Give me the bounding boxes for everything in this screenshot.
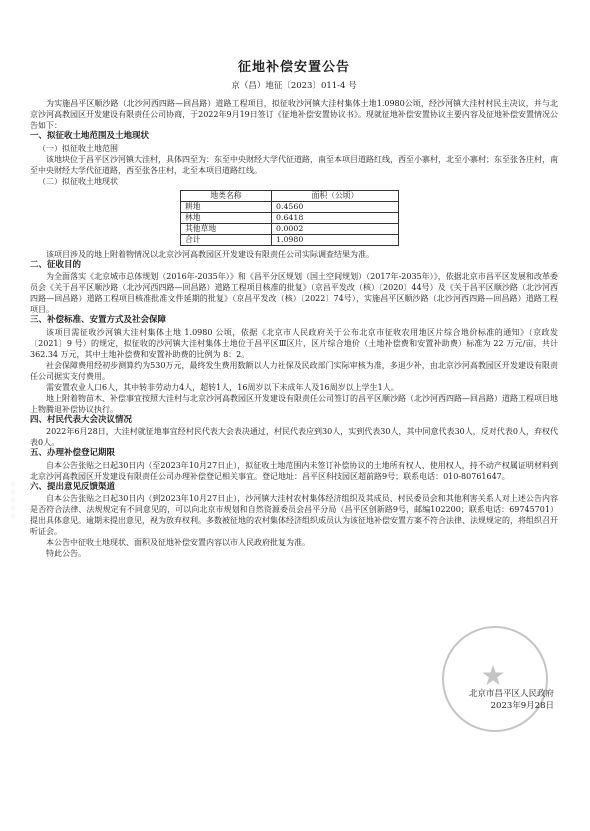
section-1-sub-2: （二）拟征收土地现状 (38, 176, 118, 186)
page-title: 征地补偿安置公告 (237, 60, 350, 75)
table-cell: 0.4560 (272, 201, 399, 212)
section-3-paragraph-3: 需安置农业人口6人，其中转非劳动力4人，超转1人，16周岁以下未成年人及16周岁以上学生1人。 (46, 382, 399, 392)
document-number: 京（昌）地征〔2023〕011-4 号 (231, 81, 357, 91)
table-header-row (181, 190, 399, 201)
table-cell: 其他草地 (181, 223, 272, 234)
table-header: 面积（公顷） (272, 190, 399, 201)
closing-line: 特此公告。 (46, 549, 86, 558)
section-1-scope: 该地块位于昌平区沙河镇大洼村，具体四至为：东至中央财经大学代征道路，南至本项目道路红线，西至小寨村，北至小寨村；东至张各庄村，南至中央财经大学代征道路，西至张各庄村，北至本项目道路红线。 (30, 154, 558, 175)
table-row (181, 201, 399, 212)
table-row (181, 212, 399, 223)
table-cell: 林地 (181, 212, 272, 223)
table-row (181, 223, 399, 234)
section-3-heading: 三、补偿标准、安置方式及社会保障 (30, 315, 167, 325)
issuing-authority: 北京市昌平区人民政府 (468, 689, 554, 699)
table-cell: 耕地 (181, 201, 272, 212)
seal-star-icon: ★ (480, 659, 506, 692)
section-1-note: 该项目涉及的地上附着物情况以北京沙河高教园区开发建设有限责任公司实际调查结果为准。 (46, 249, 374, 259)
intro-paragraph: 为实施昌平区顺沙路（北沙河西四路—回昌路）道路工程项目，拟征收沙河镇大洼村集体土地1.0980公顷，经沙河镇大洼村村民主决议，并与北京沙河高教园区开发建设有限责任公司协商，于2022年9月19日签订《征地补偿安置协议书》。现就征地补偿安置协议主要内容及征地补偿安置情况公告如下： (30, 99, 558, 130)
announcement-body (30, 56, 558, 559)
section-4-heading: 四、村民代表大会决议情况 (30, 414, 133, 425)
section-3-paragraph-4: 地上附着物苗木、补偿事宜按照大洼村与北京沙河高教园区开发建设有限责任公司签订的昌平区顺沙路（北沙河西四路—回昌路）道路工程项目地上物腾退补偿协议执行。 (30, 393, 558, 414)
table-row (181, 234, 399, 245)
section-5-paragraph: 自本公告张贴之日起30日内（至2023年10月27日止），拟征收土地范围内未签订补偿协议的土地所有权人、使用权人，持不动产权属证明材料到北京沙河高教园区开发建设有限责任公司办理补偿登记相关事宜。登记地址：昌平区科技园区超前路9号；联系电话：010-80761647。 (30, 460, 558, 481)
table-cell: 0.6418 (272, 212, 399, 223)
section-4-paragraph: 2022年6月28日，大洼村就征地事宜经村民代表大会表决通过，村民代表应到30人，实到代表30人，其中同意代表30人，反对代表0人，弃权代表0人。 (30, 427, 558, 447)
issue-date: 2023年9月28日 (490, 701, 554, 711)
watermark-left: ＊＊＊＊＊ (9, 480, 18, 520)
table-cell: 合计 (181, 234, 272, 245)
section-1-sub-1: （一）拟征收土地范围 (38, 143, 118, 153)
section-5-heading: 五、办理补偿登记期限 (30, 448, 116, 458)
section-6-heading: 六、提出意见反馈渠道 (30, 481, 116, 492)
section-3-paragraph-1: 该项目需征收沙河镇大洼村集体土地 1.0980 公顷，依据《北京市人民政府关于公布北京市征收农用地区片综合地价标准的通知》（京政发〔2021〕9 号）的规定，拟征收的沙河镇大洼村集体土地位于昌平区Ⅲ区片，区片综合地价（土地补偿费和安置补助费）标准为 22 万元/亩，共计 362.34 万元，其中土地补偿费和安置补助费的比例为 8：2。 (30, 327, 558, 359)
section-6-paragraph-1: 自本公告张贴之日起30日内（到2023年10月27日止），沙河镇大洼村农村集体经济组织及其成员、村民委员会和其他利害关系人对上述公告内容是否符合法律、法规规定有不同意见的，可以向北京市规划和自然资源委员会昌平分局（昌平区创新路9号，邮编102200；联系电话：69745701）提出具体意见。逾期未提出意见，视为放弃权利。多数被征地的农村集体经济组织成员认为该征地补偿安置方案不符合法律、法规规定的，将组织召开听证会。 (30, 494, 558, 536)
section-2-paragraph: 为全面落实《北京城市总体规划（2016年-2035年）》和《昌平分区规划（国土空间规划）（2017年-2035年）》，依据北京市昌平区发展和改革委员会《关于昌平区顺沙路（北沙河西四路—回昌路）道路工程项目核准的批复》（京昌平发改（核）〔2020〕44号）及《关于昌平区顺沙路（北沙河西四路—回昌路）道路工程项目核准批准文件延期的批复》（京昌平发改（核）〔2022〕74号），实施昌平区顺沙路（北沙河西四路—回昌路）道路工程项目。 (30, 272, 558, 314)
table-header: 地类名称 (181, 190, 272, 201)
signature-block (469, 688, 554, 712)
table-cell: 1.0980 (272, 234, 399, 245)
table-cell: 0.0002 (272, 223, 399, 234)
section-2-heading: 二、征收目的 (30, 259, 82, 270)
section-1-heading: 一、拟征收土地范围及土地现状 (30, 131, 150, 141)
land-status-table (180, 190, 399, 246)
section-6-paragraph-2: 本公告中征收土地现状、面积及征地补偿安置内容以市人民政府批复为准。 (46, 538, 310, 547)
section-3-paragraph-2: 社会保障费用经初步测算约为530万元，最终发生费用数额以人力社保及民政部门实际审核为准，多退少补，由北京沙河高教园区开发建设有限责任公司据实支付费用。 (30, 360, 558, 381)
